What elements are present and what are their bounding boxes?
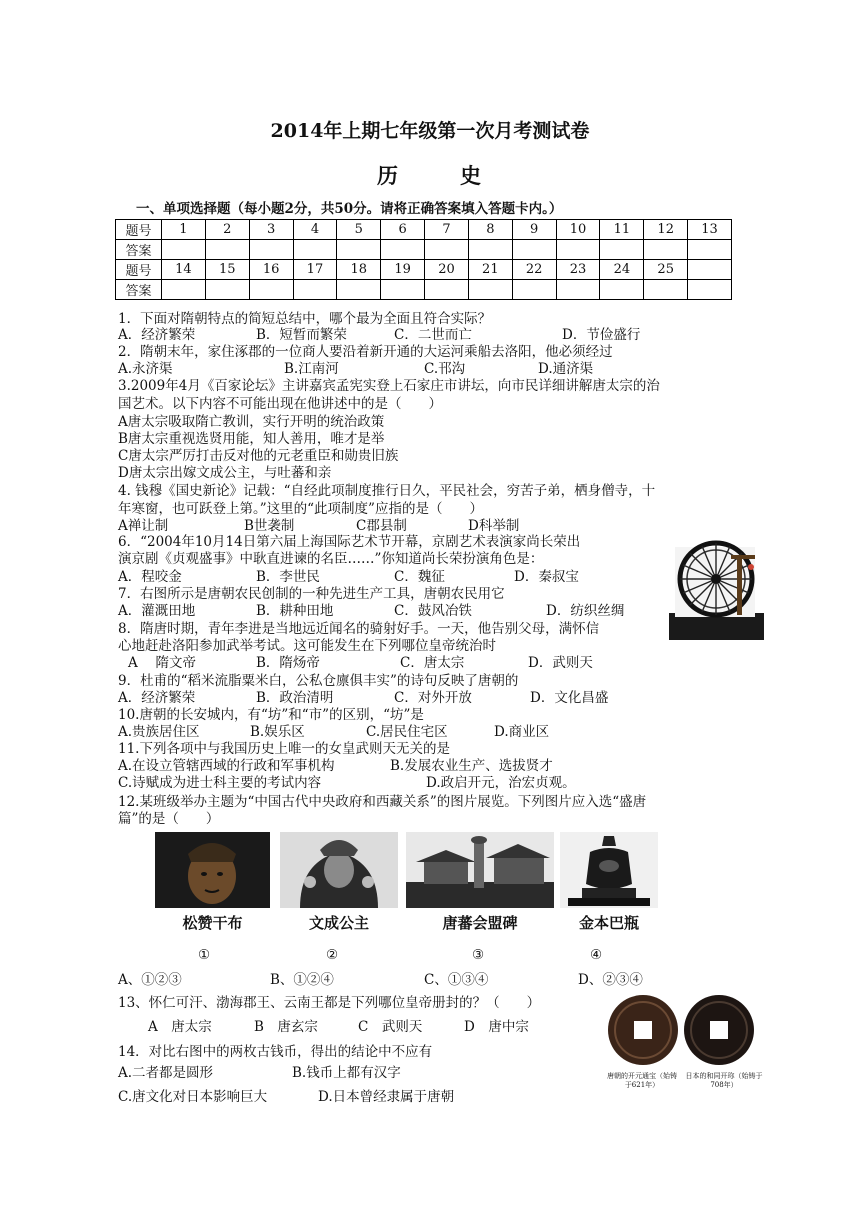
answer-cell[interactable]	[644, 240, 688, 260]
question-1: 1．下面对隋朝特点的简短总结中，哪个最为全面且符合实际？	[118, 311, 492, 327]
q-num-cell: 15	[205, 260, 249, 280]
q-num-cell: 13	[688, 220, 732, 240]
answer-cell[interactable]	[512, 280, 556, 300]
question-3-option-b: B唐太宗重视选贤用能，知人善用，唯才是举	[118, 431, 385, 447]
option-c: C郡县制	[356, 518, 407, 534]
q-num-cell: 24	[600, 260, 644, 280]
q-num-cell: 9	[512, 220, 556, 240]
question-2: 2．隋朝末年，家住涿郡的一位商人要沿着新开通的大运河乘船去洛阳，他必须经过	[118, 344, 613, 360]
question-6-line-1: 6．“2004年10月14日第六届上海国际艺术节开幕，京剧艺术表演家尚长荣出	[118, 534, 581, 550]
picture-number: ④	[590, 947, 603, 963]
answer-cell[interactable]	[556, 240, 600, 260]
option-a: A 唐太宗	[148, 1019, 212, 1035]
answer-cell[interactable]	[205, 280, 249, 300]
ancient-coins-picture	[605, 992, 763, 1092]
option-b: B 唐玄宗	[254, 1019, 318, 1035]
row-label: 答案	[116, 280, 162, 300]
option-b: B世袭制	[244, 518, 295, 534]
row-label: 答案	[116, 240, 162, 260]
answer-cell[interactable]	[688, 240, 732, 260]
option-c: C．对外开放	[394, 690, 472, 706]
option-c: C.邗沟	[424, 361, 466, 377]
answer-cell[interactable]	[600, 280, 644, 300]
subject-heading	[0, 160, 860, 190]
question-7: 7．右图所示是唐朝农民创制的一种先进生产工具，唐朝农民用它	[118, 586, 505, 602]
answer-cell[interactable]	[425, 240, 469, 260]
option-c: C.诗赋成为进士科主要的考试内容	[118, 775, 322, 791]
option-b: B．耕种田地	[256, 603, 334, 619]
option-b: B．隋炀帝	[256, 655, 320, 671]
option-d: D.通济渠	[538, 361, 594, 377]
table-row	[116, 280, 732, 300]
question-8-line-2: 心地赶赴洛阳参加武举考试。这可能发生在下列哪位皇帝统治时	[118, 638, 496, 654]
table-row	[116, 220, 732, 240]
question-14: 14．对比右图中的两枚古钱币，得出的结论中不应有	[118, 1044, 433, 1060]
picture-number: ②	[326, 947, 339, 963]
princess-wencheng-picture	[280, 832, 398, 932]
q-num-cell: 7	[425, 220, 469, 240]
option-c: C．唐太宗	[400, 655, 465, 671]
question-4-line-1: 4. 钱穆《国史新论》记载：“自经此项制度推行日久，平民社会，穷苦子弟，栖身僧寺，十	[118, 483, 656, 499]
question-11-options-ab	[118, 757, 553, 775]
question-3-line-1: 3.2009年4月《百家论坛》主讲嘉宾孟宪实登上石家庄市讲坛，向市民详细讲解唐太宗的治	[118, 378, 660, 394]
answer-cell[interactable]	[468, 280, 512, 300]
q-num-cell: 10	[556, 220, 600, 240]
option-c: C．鼓风冶铁	[394, 603, 472, 619]
question-7-options	[118, 602, 624, 620]
option-a: A禅让制	[118, 518, 169, 534]
question-1-options	[118, 326, 640, 344]
option-a: A.二者都是圆形	[118, 1065, 214, 1081]
picture-caption: 松赞干布	[182, 914, 243, 932]
q-num-cell: 21	[468, 260, 512, 280]
answer-cell[interactable]	[293, 240, 337, 260]
option-a: A．经济繁荣	[118, 690, 196, 706]
coin-labels	[605, 1072, 763, 1090]
q-num-cell: 12	[644, 220, 688, 240]
q-num-cell: 23	[556, 260, 600, 280]
q-num-cell: 25	[644, 260, 688, 280]
songtsen-gampo-picture	[155, 832, 270, 932]
answer-cell[interactable]	[512, 240, 556, 260]
option-d: D．文化昌盛	[530, 690, 609, 706]
question-4-line-2: 年寒窗，也可跃登上第。”这里的“此项制度”应指的是（ ）	[118, 501, 483, 517]
answer-cell[interactable]	[425, 280, 469, 300]
q-num-cell: 20	[425, 260, 469, 280]
answer-cell[interactable]	[293, 280, 337, 300]
picture-number: ③	[472, 947, 485, 963]
q-num-cell: 14	[162, 260, 206, 280]
question-11-options-cd	[118, 774, 576, 792]
q-num-cell: 8	[468, 220, 512, 240]
question-3-option-a: A唐太宗吸取隋亡教训，实行开明的统治政策	[118, 414, 385, 430]
question-3-option-d: D唐太宗出嫁文成公主，与吐蕃和亲	[118, 465, 332, 481]
answer-cell[interactable]	[162, 280, 206, 300]
option-d: D.政启开元，治宏贞观。	[426, 775, 576, 791]
option-d: D、②③④	[578, 972, 643, 988]
answer-cell[interactable]	[337, 240, 381, 260]
answer-table	[115, 219, 732, 300]
option-c: C.居民住宅区	[366, 724, 448, 740]
subject-char-1: 历	[377, 163, 400, 188]
q-num-cell: 18	[337, 260, 381, 280]
answer-cell[interactable]	[688, 280, 732, 300]
golden-urn-picture	[560, 832, 658, 932]
option-d: D科举制	[468, 518, 520, 534]
option-b: B．政治清明	[256, 690, 334, 706]
question-6-line-2: 演京剧《贞观盛事》中耿直进谏的名臣……”你知道尚长荣扮演角色是：	[118, 551, 544, 567]
option-d: D．节俭盛行	[562, 327, 641, 343]
answer-cell[interactable]	[468, 240, 512, 260]
picture-caption: 文成公主	[308, 914, 369, 932]
section-heading: 一、单项选择题（每小题2分，共50分。请将正确答案填入答题卡内。）	[136, 201, 563, 217]
question-9: 9．杜甫的“稻米流脂粟米白，公私仓廪俱丰实”的诗句反映了唐朝的	[118, 673, 519, 689]
question-12-options	[118, 971, 643, 989]
option-a: A.永济渠	[118, 361, 173, 377]
q-num-cell: 22	[512, 260, 556, 280]
water-wheel-image	[669, 527, 764, 640]
coin-left-label: 唐朝的开元通宝（始铸于621年）	[607, 1072, 677, 1089]
option-b: B．李世民	[256, 569, 320, 585]
question-3-option-c: C唐太宗严厉打击反对他的元老重臣和勋贵旧族	[118, 448, 399, 464]
option-c: C．二世而亡	[394, 327, 472, 343]
option-b: B.钱币上都有汉字	[292, 1065, 401, 1081]
answer-cell[interactable]	[644, 280, 688, 300]
q-num-cell: 6	[381, 220, 425, 240]
answer-cell[interactable]	[337, 280, 381, 300]
answer-cell[interactable]	[381, 240, 425, 260]
option-b: B．短暂而繁荣	[256, 327, 347, 343]
subject-char-2: 史	[460, 163, 483, 188]
option-b: B.江南河	[284, 361, 339, 377]
answer-cell[interactable]	[249, 280, 293, 300]
option-a: A 隋文帝	[128, 655, 197, 671]
option-a: A、①②③	[118, 972, 182, 988]
q-num-cell: 11	[600, 220, 644, 240]
question-13-options	[148, 1018, 529, 1036]
question-6-options	[118, 568, 579, 586]
question-11: 11.下列各项中与我国历史上唯一的女皇武则天无关的是	[118, 741, 450, 757]
option-b: B.娱乐区	[250, 724, 305, 740]
picture-caption: 唐蕃会盟碑	[442, 914, 518, 932]
option-c: C 武则天	[358, 1019, 423, 1035]
question-9-options	[118, 689, 608, 707]
answer-cell[interactable]	[381, 280, 425, 300]
q-num-cell: 4	[293, 220, 337, 240]
exam-title: 2014年上期七年级第一次月考测试卷	[270, 120, 590, 142]
answer-cell[interactable]	[162, 240, 206, 260]
coin-right-label: 日本的和同开珎（始铸于708年）	[685, 1072, 763, 1089]
picture-caption: 金本巴瓶	[578, 914, 639, 932]
question-14-options-ab	[118, 1064, 401, 1082]
row-label: 题号	[116, 260, 162, 280]
answer-cell[interactable]	[556, 280, 600, 300]
option-d: D 唐中宗	[464, 1019, 529, 1035]
q-num-cell: 16	[249, 260, 293, 280]
question-3-line-2: 国艺术。以下内容不可能出现在他讲述中的是（ ）	[118, 396, 442, 412]
option-a: A．经济繁荣	[118, 327, 196, 343]
option-d: D．纺织丝绸	[546, 603, 625, 619]
answer-cell[interactable]	[600, 240, 644, 260]
question-8-line-1: 8．隋唐时期，青年李进是当地远近闻名的骑射好手。一天，他告别父母，满怀信	[118, 621, 600, 637]
q-num-cell: 5	[337, 220, 381, 240]
option-c: C.唐文化对日本影响巨大	[118, 1089, 268, 1105]
question-8-options	[128, 654, 593, 672]
q-num-cell: 1	[162, 220, 206, 240]
table-row	[116, 260, 732, 280]
option-c: C．魏征	[394, 569, 445, 585]
question-12-line-2: 篇”的是（ ）	[118, 811, 220, 827]
question-12-line-1: 12.某班级举办主题为“中国古代中央政府和西藏关系”的图片展览。下列图片应入选“盛唐	[118, 794, 647, 810]
q-num-cell: 3	[249, 220, 293, 240]
question-13: 13、怀仁可汗、渤海郡王、云南王都是下列哪位皇帝册封的？（ ）	[118, 995, 541, 1011]
row-label: 题号	[116, 220, 162, 240]
option-d: D.日本曾经隶属于唐朝	[318, 1089, 455, 1105]
question-2-options	[118, 360, 593, 378]
question-14-options-cd	[118, 1088, 454, 1106]
option-d: D．秦叔宝	[514, 569, 579, 585]
q-num-cell: 19	[381, 260, 425, 280]
q-num-cell: 2	[205, 220, 249, 240]
option-d: D.商业区	[494, 724, 550, 740]
option-b: B.发展农业生产、选拔贤才	[390, 758, 553, 774]
picture-numbers	[198, 946, 602, 964]
option-a: A.贵族居住区	[118, 724, 200, 740]
option-a: A.在设立管辖西域的行政和军事机构	[118, 758, 335, 774]
question-10: 10.唐朝的长安城内，有“坊”和“市”的区别，“坊”是	[118, 707, 424, 723]
question-10-options	[118, 723, 549, 741]
option-a: A．程咬金	[118, 569, 182, 585]
tang-tibet-alliance-stele-picture	[406, 832, 554, 932]
picture-number: ①	[198, 947, 211, 963]
option-a: A．灌溉田地	[118, 603, 196, 619]
table-row	[116, 240, 732, 260]
q-num-cell: 17	[293, 260, 337, 280]
q-num-cell	[688, 260, 732, 280]
answer-cell[interactable]	[205, 240, 249, 260]
answer-cell[interactable]	[249, 240, 293, 260]
option-c: C、①③④	[424, 972, 489, 988]
option-d: D．武则天	[528, 655, 593, 671]
option-b: B、①②④	[270, 972, 334, 988]
